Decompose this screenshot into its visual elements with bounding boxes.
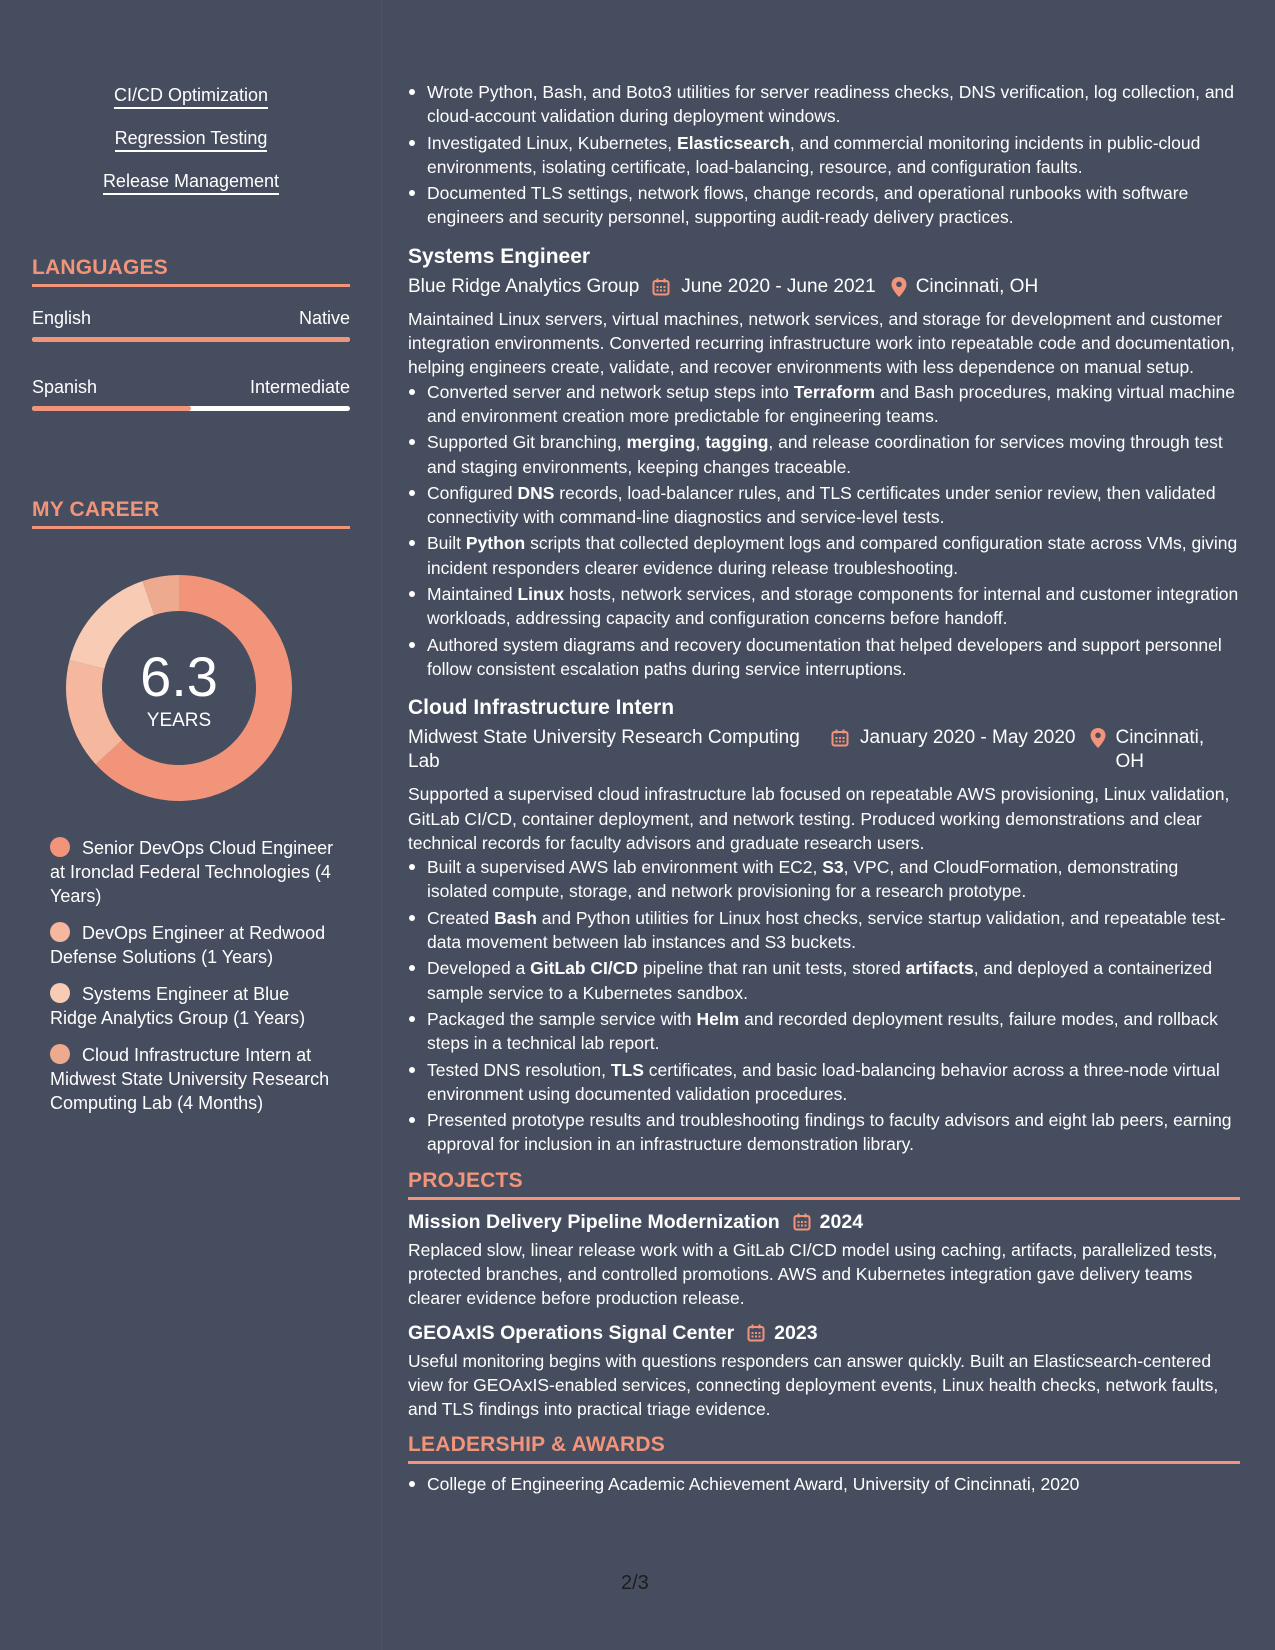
- map-pin-icon: [1089, 727, 1107, 749]
- sidebar: [0, 0, 382, 1650]
- bullet-list: [408, 855, 1240, 1157]
- map-pin-icon: [890, 276, 908, 298]
- bullet-item: Wrote Python, Bash, and Boto3 utilities for server readiness checks, DNS verification, log collection, and cloud-account validation during deployment windows.: [408, 80, 1240, 129]
- project-name: GEOAxIS Operations Signal Center: [408, 1321, 735, 1344]
- skill-item: Release Management: [103, 170, 279, 195]
- languages-title: LANGUAGES: [32, 256, 350, 287]
- career-donut-chart: [66, 575, 292, 801]
- language-row: [32, 376, 350, 398]
- legend-label: Cloud Infrastructure Intern at Midwest State University Research Computing Lab (4 Months): [50, 1045, 330, 1113]
- career-section: [32, 498, 350, 529]
- career-legend-item: [50, 1043, 340, 1115]
- leadership-title: LEADERSHIP & AWARDS: [408, 1433, 1240, 1464]
- calendar-icon: [830, 728, 850, 748]
- bullet-item: College of Engineering Academic Achievement Award, University of Cincinnati, 2020: [408, 1472, 1240, 1496]
- bullet-item: Maintained Linux hosts, network services, and storage components for internal and customer integration workloads, addressing capacity and configuration concerns before handoff.: [408, 582, 1240, 631]
- job-meta: [408, 275, 1240, 299]
- project-title: [408, 1209, 1240, 1235]
- language-item: [32, 307, 350, 342]
- project-title: [408, 1320, 1240, 1346]
- career-total: 6.3: [140, 645, 218, 708]
- legend-label: DevOps Engineer at Redwood Defense Solutions (1 Years): [50, 923, 326, 967]
- bullet-item: Documented TLS settings, network flows, change records, and operational runbooks with software engineers and security personnel, supporting audit-ready delivery practices.: [408, 181, 1240, 230]
- language-proficiency-fill: [32, 406, 191, 411]
- job-meta: [408, 726, 1240, 774]
- bullet-item: Tested DNS resolution, TLS certificates, and basic load-balancing behavior across a three-node virtual environment using documented validation procedures.: [408, 1058, 1240, 1107]
- leadership-section: [408, 1433, 1240, 1496]
- career-legend-item: [50, 982, 340, 1030]
- language-proficiency-bar: [32, 337, 350, 342]
- bullet-item: Investigated Linux, Kubernetes, Elasticsearch, and commercial monitoring incidents in public-cloud environments, isolating certificate, load-balancing, resource, and configuration faults.: [408, 131, 1240, 180]
- language-proficiency-fill: [32, 337, 350, 342]
- languages-section: [32, 256, 350, 411]
- main-content: [408, 80, 1240, 1499]
- bullet-item: Supported Git branching, merging, tagging, and release coordination for services moving through test and staging environments, keeping changes traceable.: [408, 430, 1240, 479]
- legend-label: Senior DevOps Cloud Engineer at Ironclad Federal Technologies (4 Years): [50, 838, 334, 906]
- language-proficiency-bar: [32, 406, 350, 411]
- job-title: Cloud Infrastructure Intern: [408, 696, 675, 720]
- skill-item: Regression Testing: [115, 127, 268, 152]
- job-dates: June 2020 - June 2021: [681, 275, 876, 297]
- page-number: 2/3: [621, 1572, 649, 1594]
- project-name: Mission Delivery Pipeline Modernization: [408, 1210, 780, 1233]
- language-item: [32, 376, 350, 411]
- career-legend: [50, 836, 340, 1128]
- bullet-list: [408, 1472, 1240, 1496]
- bullet-item: Converted server and network setup steps into Terraform and Bash procedures, making virtual machine and environment creation more predictable for engineering teams.: [408, 380, 1240, 429]
- bullet-item: Presented prototype results and troubleshooting findings to faculty advisors and eight lab peers, earning approval for inclusion in an infrastructure demonstration library.: [408, 1108, 1240, 1157]
- job-summary: Maintained Linux servers, virtual machines, network services, and storage for development and customer integration environments. Converted recurring infrastructure work into repeatable code and documentation, helping engineers create, validate, and recover environments with less dependence on manual setup.: [408, 308, 1235, 378]
- career-title: MY CAREER: [32, 498, 350, 529]
- job-dates: January 2020 - May 2020: [860, 727, 1076, 749]
- job-location: Cincinnati, OH: [915, 275, 1039, 297]
- projects-section: [408, 1169, 1240, 1422]
- bullet-item: Configured DNS records, load-balancer rules, and TLS certificates under senior review, then validated connectivity with command-line diagnostics and service-level tests.: [408, 481, 1240, 530]
- language-level: Intermediate: [249, 377, 350, 397]
- language-row: [32, 307, 350, 329]
- calendar-icon: [746, 1323, 766, 1343]
- job-company: Blue Ridge Analytics Group: [408, 275, 640, 297]
- career-unit: YEARS: [146, 710, 212, 731]
- bullet-list: [408, 80, 1240, 230]
- bullet-item: Built Python scripts that collected deployment logs and compared configuration state across VMs, giving incident responders clearer evidence during release troubleshooting.: [408, 531, 1240, 580]
- projects-title: PROJECTS: [408, 1169, 1240, 1200]
- bullet-item: Packaged the sample service with Helm and recorded deployment results, failure modes, and rollback steps in a technical lab report.: [408, 1007, 1240, 1056]
- bullet-list: [408, 380, 1240, 682]
- career-legend-item: [50, 836, 340, 908]
- bullet-item: Developed a GitLab CI/CD pipeline that ran unit tests, stored artifacts, and deployed a containerized sample service to a Kubernetes sandbox.: [408, 956, 1240, 1005]
- language-level: Native: [298, 308, 350, 328]
- legend-dot: [50, 922, 70, 942]
- project-description: Useful monitoring begins with questions responders can answer quickly. Built an Elasticsearch-centered view for GEOAxIS-enabled services, connecting deployment events, Linux health checks, network faults, and TLS findings into practical triage evidence.: [408, 1350, 1219, 1420]
- legend-dot: [50, 983, 70, 1003]
- project-year: 2024: [819, 1210, 864, 1233]
- legend-label: Systems Engineer at Blue Ridge Analytics Group (1 Years): [50, 984, 306, 1028]
- project-year: 2023: [774, 1321, 818, 1344]
- bullet-item: Created Bash and Python utilities for Linux host checks, service startup validation, and repeatable test-data movement between lab instances and S3 buckets.: [408, 906, 1240, 955]
- language-name: Spanish: [32, 377, 98, 397]
- bullet-item: Authored system diagrams and recovery documentation that helped developers and support personnel follow consistent escalation paths during service interruptions.: [408, 633, 1240, 682]
- legend-dot: [50, 837, 70, 857]
- job-summary: Supported a supervised cloud infrastructure lab focused on repeatable AWS provisioning, Linux validation, GitLab CI/CD, container deployment, and network testing. Produced working demonstrations and clear technical records for faculty advisors and graduate research users.: [408, 784, 1230, 853]
- calendar-icon: [792, 1212, 812, 1232]
- legend-dot: [50, 1044, 70, 1064]
- skill-item: CI/CD Optimization: [114, 84, 268, 109]
- job-location: Cincinnati, OH: [1115, 727, 1205, 773]
- skills-list: [32, 84, 350, 213]
- bullet-item: Built a supervised AWS lab environment with EC2, S3, VPC, and CloudFormation, demonstrating isolated compute, storage, and network provisioning for a research prototype.: [408, 855, 1240, 904]
- calendar-icon: [651, 277, 671, 297]
- project-description: Replaced slow, linear release work with a GitLab CI/CD model using caching, artifacts, parallelized tests, protected branches, and controlled promotions. AWS and Kubernetes integration gave delivery teams clearer evidence before production release.: [408, 1239, 1218, 1309]
- job-title: Systems Engineer: [408, 244, 591, 268]
- language-name: English: [32, 308, 92, 328]
- career-legend-item: [50, 921, 340, 969]
- job-company: Midwest State University Research Computing Lab: [408, 727, 800, 773]
